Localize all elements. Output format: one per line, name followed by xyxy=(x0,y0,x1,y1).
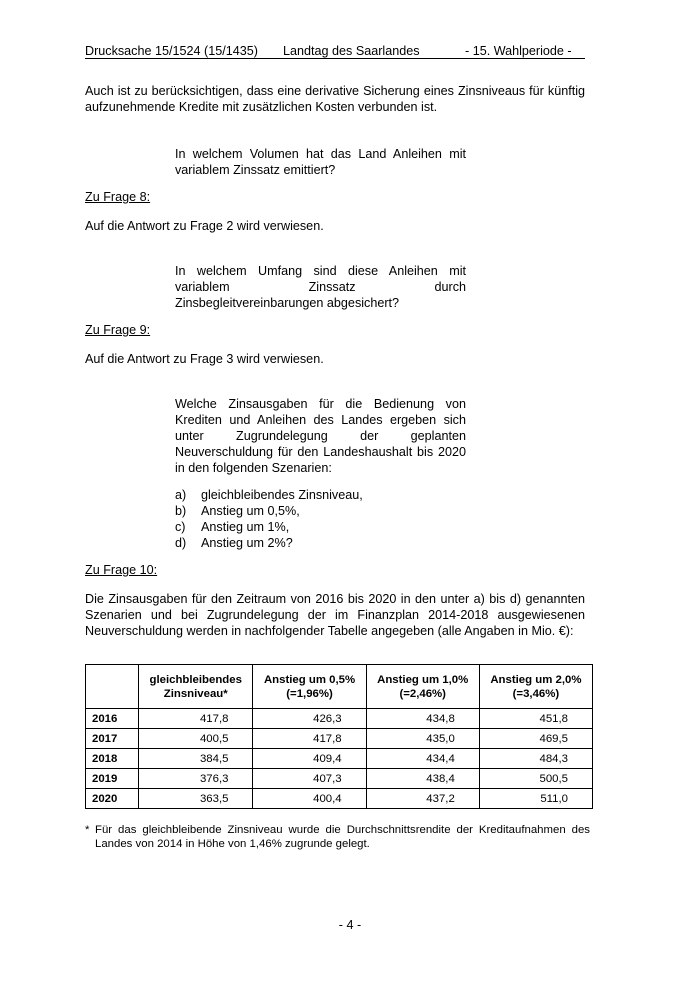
intro-paragraph: Auch ist zu berücksichtigen, dass eine derivative Sicherung eines Zinsniveaus für künftig aufzunehmende Kredite mit zusätzlichen Kosten verbunden ist. xyxy=(85,84,585,114)
scenario-list xyxy=(175,487,475,551)
list-item: b) Anstieg um 0,5%, xyxy=(175,504,300,518)
header-divider xyxy=(85,58,585,59)
table-row xyxy=(86,789,593,809)
value-cell: 376,3 xyxy=(139,769,253,789)
table-row xyxy=(86,749,593,769)
year-cell: 2020 xyxy=(86,789,139,809)
value-cell: 434,8 xyxy=(366,709,479,729)
list-item: d) Anstieg um 2%? xyxy=(175,536,293,550)
answer-heading-9: Zu Frage 9: xyxy=(85,323,151,337)
year-cell: 2018 xyxy=(86,749,139,769)
answer-9: Auf die Antwort zu Frage 3 wird verwiesen. xyxy=(85,352,324,366)
list-item: c) Anstieg um 1%, xyxy=(175,520,290,534)
value-cell: 363,5 xyxy=(139,789,253,809)
answer-10: Die Zinsausgaben für den Zeitraum von 2016 bis 2020 in den unter a) bis d) genannten Szenarien und bei Zugrundelegung der im Finanzplan 2014-2018 ausgewiesenen Neuverschuldung werden in nachfolgender Tabelle angegeben (alle Angaben in Mio. €): xyxy=(85,592,585,638)
answer-heading-8: Zu Frage 8: xyxy=(85,190,151,204)
question-8: In welchem Volumen hat das Land Anleihen mit variablem Zinssatz emittiert? xyxy=(175,147,466,177)
value-cell: 400,4 xyxy=(253,789,366,809)
column-header: gleichbleibendes Zinsniveau* xyxy=(139,665,253,709)
page-header xyxy=(85,43,588,59)
institution-name: Landtag des Saarlandes xyxy=(283,44,420,58)
table-row xyxy=(86,769,593,789)
interest-expenditure-table xyxy=(85,664,593,809)
legislative-period: - 15. Wahlperiode - xyxy=(465,44,572,58)
value-cell: 384,5 xyxy=(139,749,253,769)
answer-8: Auf die Antwort zu Frage 2 wird verwiesen. xyxy=(85,219,324,233)
value-cell: 426,3 xyxy=(253,709,366,729)
value-cell: 417,8 xyxy=(139,709,253,729)
table-header-row xyxy=(86,665,593,709)
table-row xyxy=(86,729,593,749)
year-cell: 2019 xyxy=(86,769,139,789)
value-cell: 469,5 xyxy=(479,729,592,749)
answer-heading-10: Zu Frage 10: xyxy=(85,563,158,577)
value-cell: 400,5 xyxy=(139,729,253,749)
footnote-marker: * xyxy=(85,824,90,836)
year-cell: 2017 xyxy=(86,729,139,749)
table-row xyxy=(86,709,593,729)
value-cell: 434,4 xyxy=(366,749,479,769)
value-cell: 417,8 xyxy=(253,729,366,749)
empty-corner-cell xyxy=(86,665,139,709)
question-9: In welchem Umfang sind diese Anleihen mit variablem Zinssatz durch Zinsbegleitvereinbarungen abgesichert? xyxy=(175,264,466,310)
list-item: a) gleichbleibendes Zinsniveau, xyxy=(175,488,363,502)
value-cell: 451,8 xyxy=(479,709,592,729)
doc-reference: Drucksache 15/1524 (15/1435) xyxy=(85,44,258,58)
value-cell: 484,3 xyxy=(479,749,592,769)
value-cell: 500,5 xyxy=(479,769,592,789)
value-cell: 407,3 xyxy=(253,769,366,789)
page-number: - 4 - xyxy=(338,918,362,932)
column-header: Anstieg um 2,0% (=3,46%) xyxy=(479,665,592,709)
question-10: Welche Zinsausgaben für die Bedienung von Krediten und Anleihen des Landes ergeben sich unter Zugrundelegung der geplanten Neuverschuldung für den Landeshaushalt bis 2020 in den folgenden Szenarien: xyxy=(175,397,466,475)
year-cell: 2016 xyxy=(86,709,139,729)
footnote-text: Für das gleichbleibende Zinsniveau wurde die Durchschnittsrendite der Kreditaufnahmen des Landes von 2014 in Höhe von 1,46% zugrunde gelegt. xyxy=(95,824,590,850)
value-cell: 409,4 xyxy=(253,749,366,769)
value-cell: 511,0 xyxy=(479,789,592,809)
value-cell: 438,4 xyxy=(366,769,479,789)
column-header: Anstieg um 0,5% (=1,96%) xyxy=(253,665,366,709)
value-cell: 437,2 xyxy=(366,789,479,809)
value-cell: 435,0 xyxy=(366,729,479,749)
column-header: Anstieg um 1,0% (=2,46%) xyxy=(366,665,479,709)
